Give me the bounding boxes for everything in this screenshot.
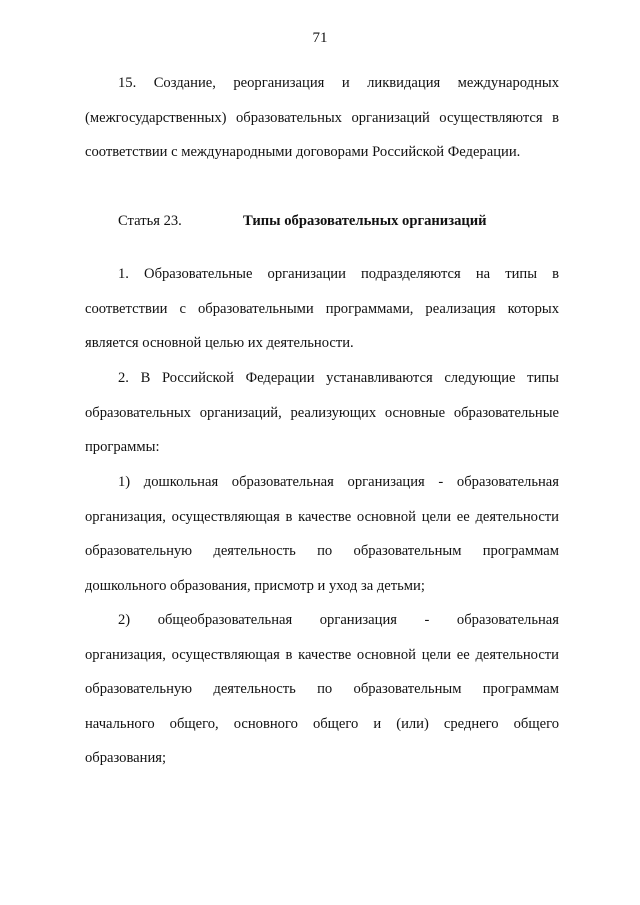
paragraph-1-line-2: соответствии с образовательными программами, реализация которых [85,300,559,317]
list-item-1-line-3: образовательную деятельность по образовательным программам [85,543,559,559]
paragraph-1-line-3: является основной целью их деятельности. [85,335,354,351]
article-heading [118,204,558,239]
paragraph-2 [85,361,559,465]
paragraph-15-line-2: (межгосударственных) образовательных организаций осуществляются в [85,109,559,126]
list-item-2-line-3: образовательную деятельность по образовательным программам [85,681,559,697]
article-label: Статья 23. [118,213,182,229]
list-item-2-line-5: образования; [85,750,167,766]
paragraph-1 [85,257,559,361]
list-item-2-line-1: 2) общеобразовательная организация - образовательная [118,612,559,628]
list-item-2 [85,603,559,776]
list-item-2-line-2: организация, осуществляющая в качестве основной цели ее деятельности [85,646,559,663]
paragraph-2-line-3: программы: [85,439,160,455]
paragraph-2-line-1: 2. В Российской Федерации устанавливаются следующие типы [118,370,559,386]
list-item-1-line-1: 1) дошкольная образовательная организация - образовательная [118,474,559,490]
paragraph-1-line-1: 1. Образовательные организации подразделяются на типы в [118,266,559,282]
list-item-1 [85,465,559,603]
list-item-2-line-4: начального общего, основного общего и (или) среднего общего [85,715,559,732]
paragraph-15-line-3: соответствии с международными договорами Российской Федерации. [85,144,521,160]
paragraph-15 [85,66,559,170]
list-item-1-line-2: организация, осуществляющая в качестве основной цели ее деятельности [85,508,559,525]
article-title: Типы образовательных организаций [243,213,487,229]
list-item-1-line-4: дошкольного образования, присмотр и уход за детьми; [85,577,425,594]
paragraph-15-line-1: 15. Создание, реорганизация и ликвидация международных [118,75,559,91]
page-number: 71 [312,30,328,46]
paragraph-2-line-2: образовательных организаций, реализующих основные образовательные [85,404,559,421]
